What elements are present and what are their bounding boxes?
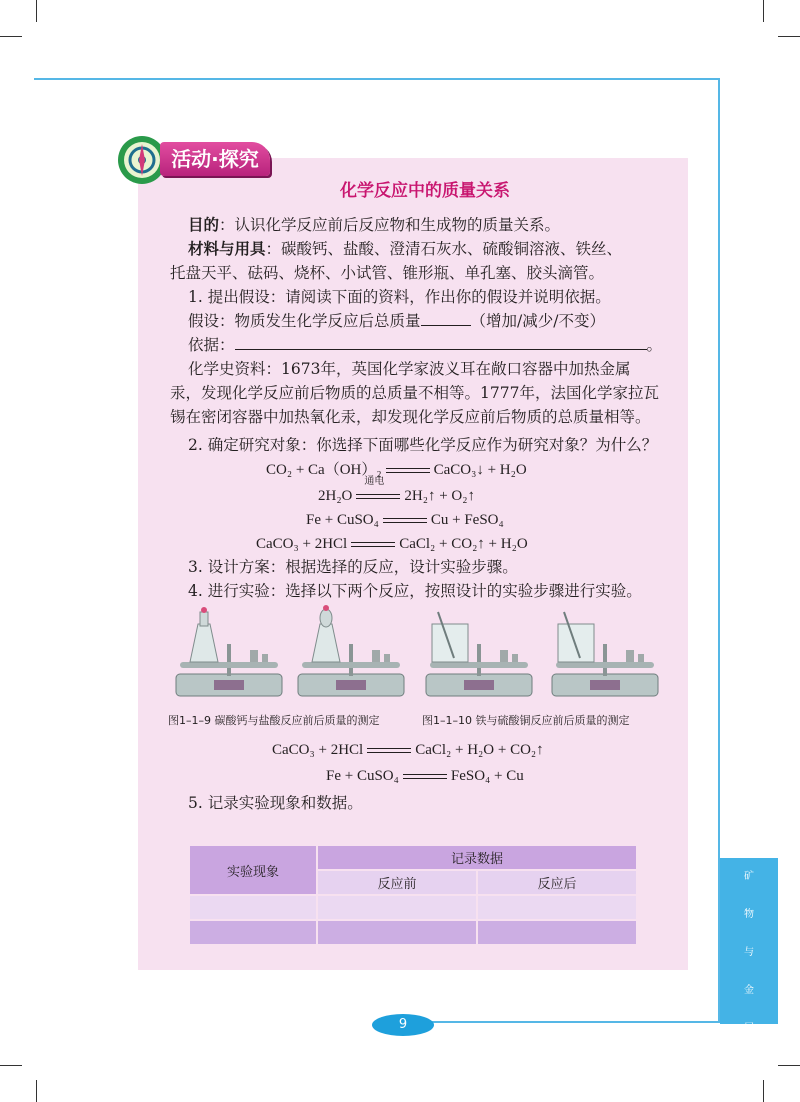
crop-mark — [763, 1080, 764, 1102]
figure-caption-2: 图1–1–10 铁与硫酸铜反应前后质量的测定 — [422, 714, 630, 727]
equation-2 — [318, 476, 475, 506]
table-row — [190, 896, 636, 919]
table-cell[interactable] — [478, 921, 636, 944]
crop-mark — [36, 0, 37, 22]
equation-1-right: CaCO₃↓ + H₂O — [433, 462, 527, 478]
equation-5-left: CaCO₃ + 2HCl — [272, 742, 364, 758]
materials-line-2: 托盘天平、砝码、烧杯、小试管、锥形瓶、单孔塞、胶头滴管。 — [170, 264, 605, 282]
hypothesis-blank[interactable] — [421, 311, 471, 326]
equation-5 — [272, 740, 544, 760]
chapter-side-tab — [720, 858, 778, 1034]
step-5: 5. 记录实验现象和数据。 — [188, 794, 363, 812]
equation-2-condition: 通电 — [364, 476, 385, 487]
equation-6-right: FeSO₄ + Cu — [450, 768, 524, 784]
purpose-text: ：认识化学反应前后反应物和生成物的质量关系。 — [219, 216, 561, 234]
equals-sign — [386, 468, 430, 473]
page-title: 化学反应中的质量关系 — [340, 181, 510, 201]
equation-3 — [306, 510, 504, 530]
equals-sign — [383, 518, 427, 523]
materials-line — [188, 238, 622, 260]
purpose-line — [188, 214, 560, 236]
equals-sign — [351, 542, 395, 547]
table-cell[interactable] — [478, 896, 636, 919]
step-2: 2. 确定研究对象：你选择下面哪些化学反应作为研究对象？为什么？ — [188, 436, 658, 454]
table-header-after: 反应后 — [478, 871, 636, 894]
crop-mark — [763, 0, 764, 22]
page-number: 9 — [372, 1014, 434, 1036]
activity-badge: 活动·探究 — [160, 142, 270, 176]
materials-text: ：碳酸钙、盐酸、澄清石灰水、硫酸铜溶液、铁丝、 — [265, 240, 623, 258]
crop-mark — [778, 1065, 800, 1066]
table-header-phenomenon: 实验现象 — [190, 846, 316, 894]
balance-beaker-illustration — [546, 604, 664, 700]
side-tab-char: 与 — [744, 947, 754, 958]
side-tab-char: 矿 — [744, 871, 754, 882]
equation-6-left: Fe + CuSO₄ — [326, 768, 399, 784]
figure-caption-1: 图1–1–9 碳酸钙与盐酸反应前后质量的测定 — [168, 714, 380, 727]
basis-end: 。 — [646, 336, 663, 354]
hypothesis-prefix: 假设：物质发生化学反应后总质量 — [188, 312, 421, 330]
side-tab-char: 物 — [744, 909, 754, 920]
equation-1 — [266, 460, 527, 480]
crop-mark — [778, 36, 800, 37]
equals-sign — [403, 774, 447, 779]
table-header-data: 记录数据 — [318, 846, 636, 869]
table-row — [190, 921, 636, 944]
equation-2-left: 2H₂O — [318, 488, 353, 504]
record-table — [188, 844, 638, 946]
equals-sign — [356, 494, 400, 499]
equation-4-left: CaCO₃ + 2HCl — [256, 536, 348, 552]
equation-4 — [256, 534, 528, 554]
history-line-1: 化学史资料：1673年，英国化学家波义耳在敞口容器中加热金属 — [188, 360, 631, 378]
equals-sign — [367, 748, 411, 753]
table-header-before: 反应前 — [318, 871, 476, 894]
hypothesis-line — [188, 310, 605, 332]
balance-beaker-illustration — [420, 604, 538, 700]
history-line-3: 锡在密闭容器中加热氧化汞，却发现化学反应前后物质的总质量相等。 — [170, 408, 651, 426]
equation-3-left: Fe + CuSO₄ — [306, 512, 379, 528]
hypothesis-suffix: （增加/减少/不变） — [470, 312, 605, 330]
balance-flask-illustration — [170, 604, 288, 700]
crop-mark — [0, 36, 22, 37]
history-line-2: 汞，发现化学反应前后物质的总质量不相等。1777年，法国化学家拉瓦 — [170, 384, 659, 402]
equation-3-right: Cu + FeSO₄ — [430, 512, 504, 528]
step-1: 1. 提出假设：请阅读下面的资料，作出你的假设并说明依据。 — [188, 288, 611, 306]
table-cell[interactable] — [318, 921, 476, 944]
basis-prefix: 依据： — [188, 336, 235, 354]
step-4: 4. 进行实验：选择以下两个反应，按照设计的实验步骤进行实验。 — [188, 582, 642, 600]
step-3: 3. 设计方案：根据选择的反应，设计实验步骤。 — [188, 558, 518, 576]
equation-6 — [326, 766, 524, 786]
page-frame-top — [34, 78, 720, 80]
equation-4-right: CaCl₂ + CO₂↑ + H₂O — [399, 536, 528, 552]
table-cell[interactable] — [190, 921, 316, 944]
side-tab-char: 金 — [744, 985, 754, 996]
table-cell[interactable] — [190, 896, 316, 919]
equation-1-left: CO₂ + Ca（OH）₂ — [266, 462, 382, 478]
page-frame-bottom — [430, 1021, 720, 1023]
materials-label: 材料与用具 — [188, 240, 266, 258]
crop-mark — [36, 1080, 37, 1102]
equation-5-right: CaCl₂ + H₂O + CO₂↑ — [415, 742, 544, 758]
basis-blank[interactable] — [235, 335, 647, 350]
balance-flask-illustration — [292, 604, 410, 700]
basis-line — [188, 334, 662, 356]
crop-mark — [0, 1065, 22, 1066]
purpose-label: 目的 — [188, 216, 220, 234]
equation-2-right: 2H₂↑ + O₂↑ — [404, 488, 475, 504]
table-cell[interactable] — [318, 896, 476, 919]
side-tab-char: 属 — [744, 1023, 754, 1034]
